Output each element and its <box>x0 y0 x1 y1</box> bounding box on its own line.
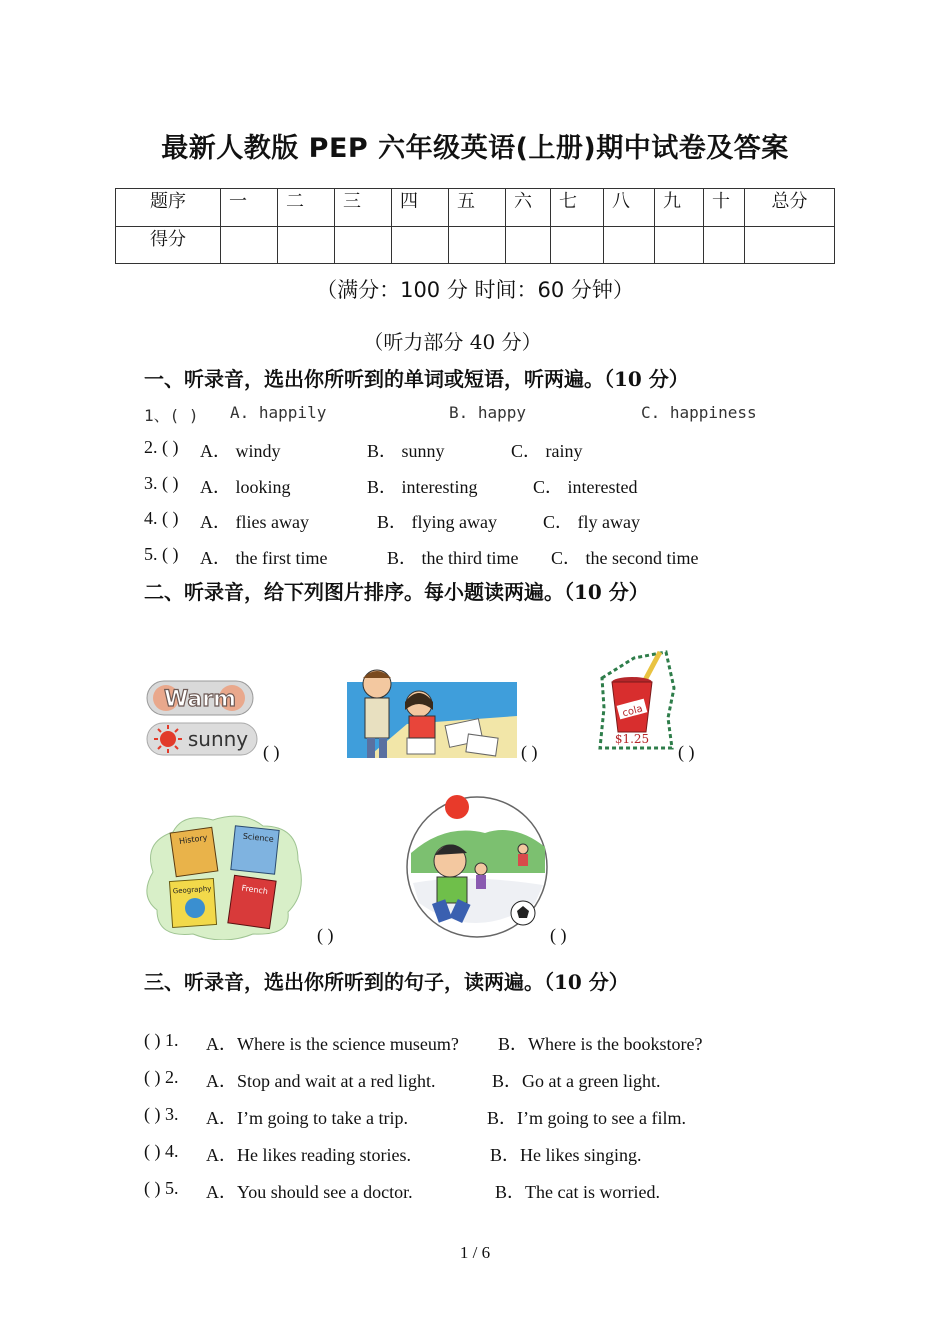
question-number: 2. ( ) <box>144 437 179 457</box>
answer-blank[interactable]: ( ) <box>550 925 567 945</box>
score-cell: 总分 <box>745 189 835 227</box>
option-b: B． interesting <box>367 477 478 497</box>
score-input-cell[interactable] <box>335 226 392 264</box>
score-cell: 三 <box>335 189 392 227</box>
book-geography: Geography <box>172 884 212 896</box>
score-cell: 一 <box>221 189 278 227</box>
option-a: A． flies away <box>200 512 309 532</box>
boy-playing-football-picture <box>405 793 550 939</box>
option-b: B．Where is the bookstore? <box>498 1034 703 1054</box>
score-input-cell[interactable] <box>506 226 551 264</box>
score-table-score-row <box>116 226 835 264</box>
option-b: B．Go at a green light. <box>492 1071 661 1091</box>
score-table <box>115 188 835 264</box>
score-cell: 九 <box>655 189 704 227</box>
score-cell: 八 <box>604 189 655 227</box>
option-c: C． rainy <box>511 441 583 461</box>
score-input-cell[interactable] <box>704 226 745 264</box>
question-number: ( ) 4. <box>144 1141 179 1161</box>
score-table-header-row <box>116 189 835 227</box>
question-number: 3. ( ) <box>144 473 179 493</box>
score-cell: 十 <box>704 189 745 227</box>
cola-price: $1.25 <box>614 732 650 746</box>
listening-subtitle: （听力部分 40 分） <box>363 330 542 354</box>
answer-blank[interactable]: ( ) <box>317 925 334 945</box>
option-c: C． fly away <box>543 512 640 532</box>
option-a: A．I’m going to take a trip. <box>206 1108 408 1128</box>
score-input-cell[interactable] <box>221 226 278 264</box>
option-c: C． the second time <box>551 548 699 568</box>
score-input-cell[interactable] <box>278 226 335 264</box>
book-history: History <box>178 833 208 846</box>
option-a: A．He likes reading stories. <box>206 1145 411 1165</box>
option-c: C． interested <box>533 477 638 497</box>
score-input-cell[interactable] <box>655 226 704 264</box>
score-input-cell[interactable] <box>745 226 835 264</box>
option-a: A．Stop and wait at a red light. <box>206 1071 436 1091</box>
cola-cup-picture <box>594 648 680 752</box>
score-cell: 二 <box>278 189 335 227</box>
score-input-cell[interactable] <box>392 226 449 264</box>
page-number: 1 / 6 <box>459 1243 491 1262</box>
score-input-cell[interactable] <box>449 226 506 264</box>
score-cell: 四 <box>392 189 449 227</box>
weather-words-picture <box>144 678 260 760</box>
score-cell: 得分 <box>116 226 221 264</box>
option-a: A．You should see a doctor. <box>206 1182 413 1202</box>
word-sunny: sunny <box>187 727 249 751</box>
question-number: 1、( ) <box>144 406 199 425</box>
section3-heading: 三、听录音，选出你所听到的句子，读两遍。（10 分） <box>144 970 629 994</box>
option-c: C. happiness <box>641 403 757 422</box>
score-input-cell[interactable] <box>551 226 604 264</box>
subject-books-picture <box>143 812 303 940</box>
option-a: A． the first time <box>200 548 328 568</box>
section2-heading: 二、听录音，给下列图片排序。每小题读两遍。（10 分） <box>144 580 649 604</box>
option-a: A．Where is the science museum? <box>206 1034 459 1054</box>
page-title: 最新人教版 PEP 六年级英语(上册)期中试卷及答案 <box>161 133 789 164</box>
answer-blank[interactable]: ( ) <box>263 742 280 762</box>
score-cell: 七 <box>551 189 604 227</box>
word-warm: Warm <box>163 687 237 712</box>
option-b: B．He likes singing. <box>490 1145 642 1165</box>
option-a: A. happily <box>230 403 327 422</box>
exam-info: （满分：100 分 时间：60 分钟） <box>316 278 634 302</box>
question-number: 5. ( ) <box>144 544 179 564</box>
boy-girl-drawing-picture <box>347 664 517 758</box>
option-a: A． windy <box>200 441 281 461</box>
book-french: French <box>240 883 269 897</box>
score-cell: 题序 <box>116 189 221 227</box>
question-number: ( ) 5. <box>144 1178 179 1198</box>
score-cell: 五 <box>449 189 506 227</box>
answer-blank[interactable]: ( ) <box>678 742 695 762</box>
score-input-cell[interactable] <box>604 226 655 264</box>
option-b: B．I’m going to see a film. <box>487 1108 686 1128</box>
option-b: B． sunny <box>367 441 445 461</box>
score-cell: 六 <box>506 189 551 227</box>
option-b: B． flying away <box>377 512 497 532</box>
option-b: B. happy <box>449 403 527 422</box>
section1-heading: 一、听录音，选出你所听到的单词或短语，听两遍。（10 分） <box>144 367 689 391</box>
option-b: B． the third time <box>387 548 519 568</box>
answer-blank[interactable]: ( ) <box>521 742 538 762</box>
question-number: ( ) 2. <box>144 1067 179 1087</box>
question-number: ( ) 3. <box>144 1104 179 1124</box>
question-number: 4. ( ) <box>144 508 179 528</box>
question-number: ( ) 1. <box>144 1030 179 1050</box>
option-a: A． looking <box>200 477 291 497</box>
option-b: B．The cat is worried. <box>495 1182 660 1202</box>
cola-label: cola <box>621 703 644 720</box>
book-science: Science <box>242 831 275 844</box>
